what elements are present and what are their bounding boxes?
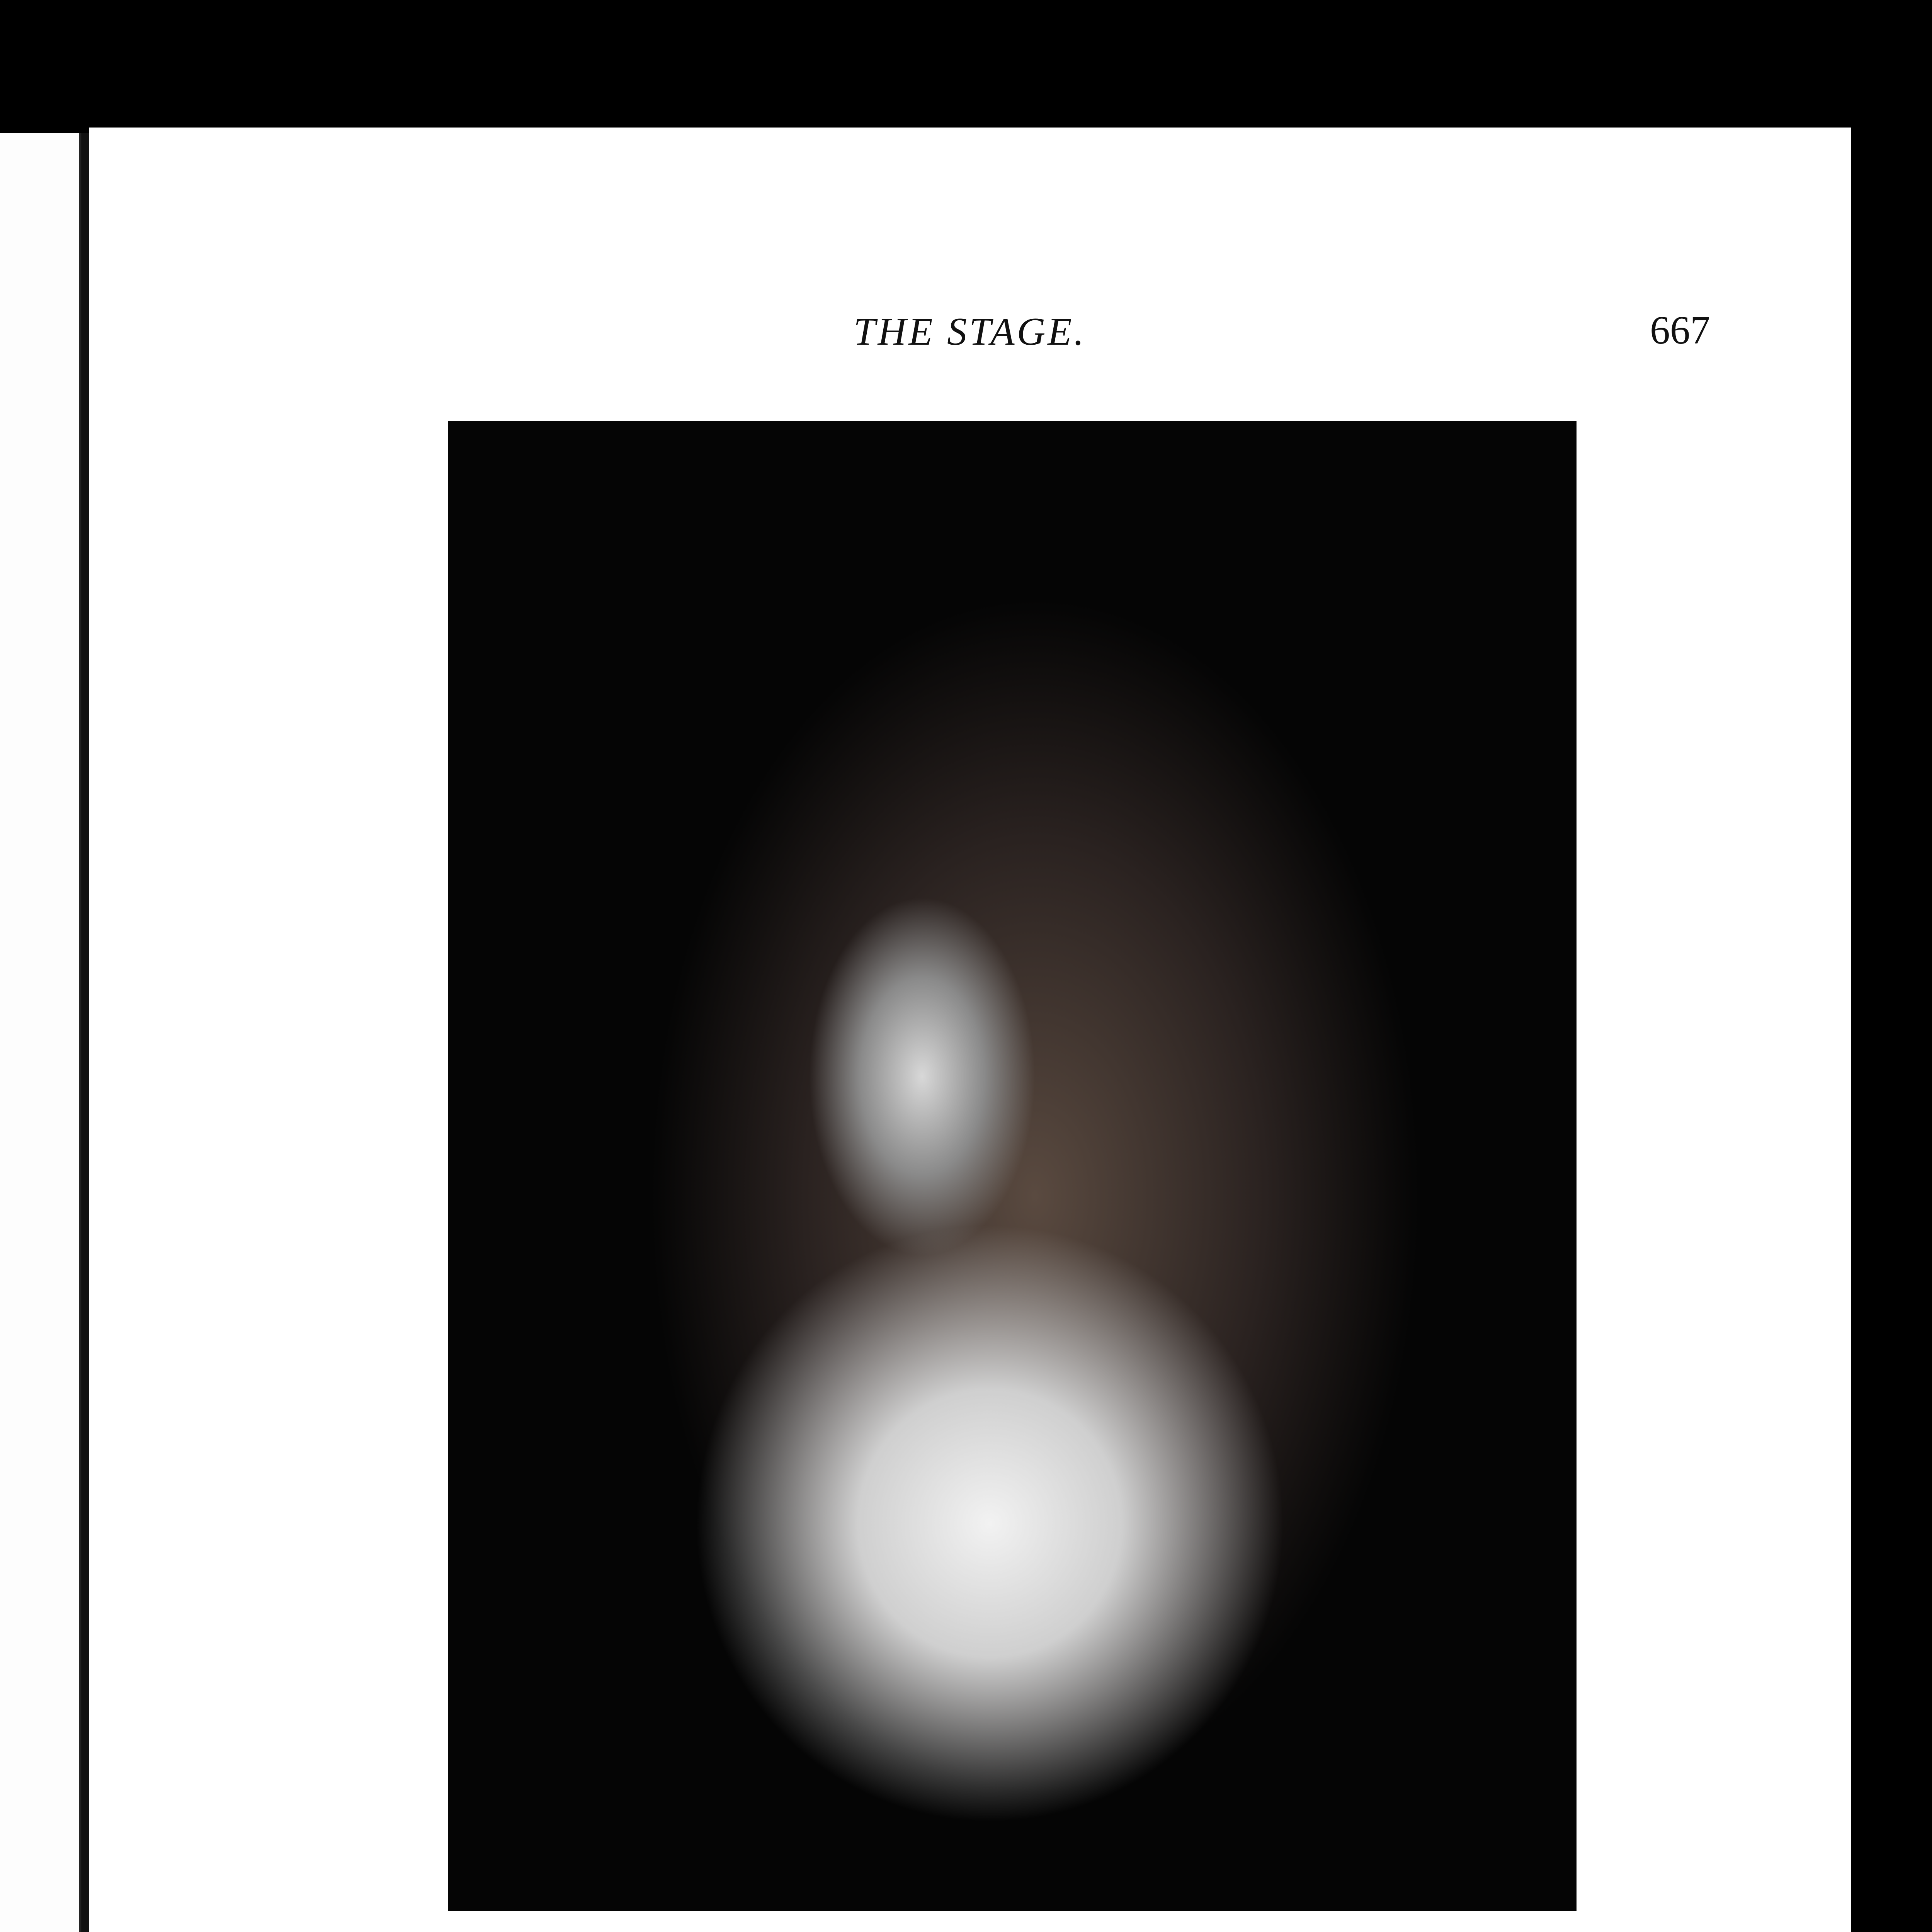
book-page <box>89 128 1851 1932</box>
book-spine <box>82 133 89 1932</box>
portrait-photograph <box>448 421 1577 1911</box>
page-number: 667 <box>1650 308 1710 352</box>
running-head: THE STAGE. <box>853 310 1087 354</box>
book-gutter <box>0 133 82 1932</box>
